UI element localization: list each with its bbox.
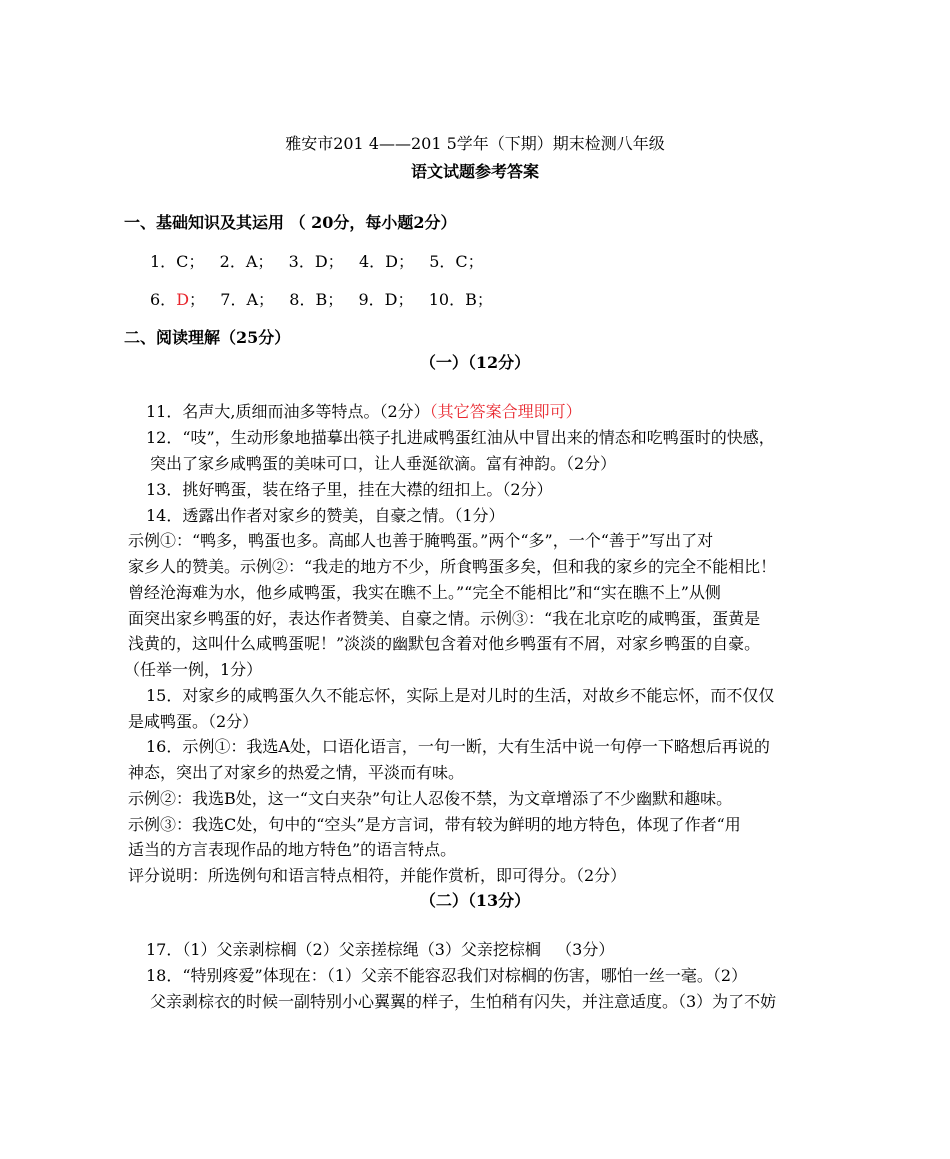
answer-11 <box>146 401 582 423</box>
answer-16-line-2: 神态，突出了对家乡的热爱之情，平淡而有味。 <box>128 763 465 782</box>
scoring-note: 评分说明：所选例句和语言特点相符，并能作赏析，即可得分。（2分） <box>128 866 627 885</box>
answer-6-highlight: D <box>176 290 190 309</box>
answer-14-line-4: 曾经沧海难为水，他乡咸鸭蛋，我实在瞧不上。”“完全不能相比”和“实在瞧不上”从侧 <box>128 583 721 602</box>
answer-11-text: 11．名声大,质细而油多等特点。（2分） <box>146 402 430 421</box>
document-title: 雅安市201 4——201 5学年（下期）期末检测八年级 <box>285 134 665 153</box>
answer-15-line-2: 是咸鸭蛋。（2分） <box>128 712 259 731</box>
answer-16-line-4: 示例③：我选C处，句中的“空头”是方言词，带有较为鲜明的地方特色，体现了作者“用 <box>128 815 741 834</box>
answer-18-line-2: 父亲剥棕衣的时候一副特别小心翼翼的样子，生怕稍有闪失，并注意适度。（3）为了不妨 <box>150 992 777 1011</box>
answer-18-line-1: 18．“特别疼爱”体现在：（1）父亲不能容忍我们对棕榈的伤害，哪怕一丝一毫。（2） <box>146 966 748 985</box>
answer-14-line-7: （任举一例，1分） <box>124 660 263 679</box>
answer-16-line-1: 16．示例①：我选A处，口语化语言，一句一断，大有生活中说一句停一下略想后再说的 <box>146 737 770 756</box>
answer-16-line-3: 示例②：我选B处，这一“文白夹杂”句让人忍俊不禁，为文章增添了不少幽默和趣味。 <box>128 789 733 808</box>
answers-row-2-rest: ； 7．A； 8．B； 9．D； 10．B； <box>189 290 493 309</box>
answer-14-line-5: 面突出家乡鸭蛋的好，表达作者赞美、自豪之情。示例③：“我在北京吃的咸鸭蛋，蛋黄是 <box>128 609 761 628</box>
answers-row-1: 1．C； 2．A； 3．D； 4．D； 5．C； <box>150 252 484 271</box>
section2-heading: 二、阅读理解（25分） <box>124 328 291 347</box>
answer-17: 17．（1）父亲剥棕榈（2）父亲搓棕绳（3）父亲挖棕榈 （3分） <box>146 940 615 959</box>
answer-14-line-6: 浅黄的，这叫什么咸鸭蛋呢！”淡淡的幽默包含着对他乡鸭蛋有不屑，对家乡鸭蛋的自豪。 <box>128 634 761 653</box>
part1-heading: （一）（12分） <box>419 353 531 372</box>
answer-16-line-5: 适当的方言表现作品的地方特色”的语言特点。 <box>128 840 457 859</box>
answer-13: 13．挑好鸭蛋，装在络子里，挂在大襟的纽扣上。（2分） <box>146 480 553 499</box>
answer-14-line-2: 示例①：“鸭多，鸭蛋也多。高邮人也善于腌鸭蛋。”两个“多”，一个“善于”写出了对 <box>128 531 714 550</box>
answer-14-line-1: 14．透露出作者对家乡的赞美，自豪之情。（1分） <box>146 506 505 525</box>
section1-heading: 一、基础知识及其运用 （ 20分，每小题2分） <box>124 213 457 232</box>
answer-12-line-2: 突出了家乡咸鸭蛋的美味可口，让人垂涎欲滴。富有神韵。（2分） <box>150 454 617 473</box>
answer-6-label: 6． <box>150 290 177 309</box>
answers-row-2 <box>150 289 493 311</box>
answer-15-line-1: 15．对家乡的咸鸭蛋久久不能忘怀，实际上是对儿时的生活，对故乡不能忘怀，而不仅仅 <box>146 686 775 705</box>
answer-11-note: （其它答案合理即可） <box>429 402 582 421</box>
document-subtitle: 语文试题参考答案 <box>410 162 539 181</box>
answer-14-line-3: 家乡人的赞美。示例②：“我走的地方不少，所食鸭蛋多矣，但和我的家乡的完全不能相比！ <box>128 557 777 576</box>
answer-12-line-1: 12．“吱”，生动形象地描摹出筷子扎进咸鸭蛋红油从中冒出来的情态和吃鸭蛋时的快感， <box>146 428 775 447</box>
part2-heading: （二）（13分） <box>419 891 531 910</box>
